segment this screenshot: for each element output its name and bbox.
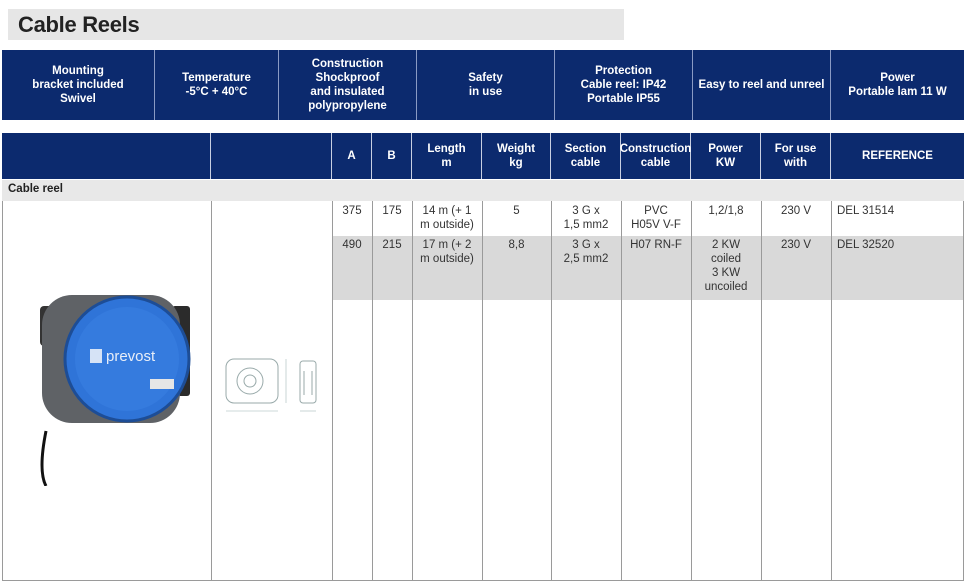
table-body — [2, 201, 964, 581]
text-line: coiled — [710, 253, 742, 265]
table-cell-a: 375 — [342, 205, 362, 217]
column-header — [482, 133, 551, 179]
text-line: Portable lam 11 W — [848, 86, 947, 98]
text-line: uncoiled — [704, 281, 748, 293]
table-cell-reference: DEL 31514 — [837, 205, 895, 217]
column-divider — [332, 201, 333, 581]
cable-reel-photo — [32, 281, 202, 486]
table-cell-section — [552, 238, 620, 266]
text-line: cable — [570, 157, 601, 169]
column-divider — [963, 201, 964, 581]
table-cell-length — [413, 204, 481, 232]
table-cell-a: 490 — [342, 239, 362, 251]
feature-cell — [155, 50, 279, 120]
table-cell-construction — [622, 204, 690, 232]
table-cell-weight: 8,8 — [508, 239, 525, 251]
text-line: kg — [509, 157, 523, 169]
table-cell-construction — [622, 238, 690, 252]
text-line: cable — [640, 157, 671, 169]
feature-cell — [279, 50, 417, 120]
table-cell-section — [552, 204, 620, 232]
column-header — [332, 133, 372, 179]
text-line: -5°C + 40°C — [185, 86, 248, 98]
column-header — [2, 133, 211, 179]
table-cell-use: 230 V — [780, 239, 812, 251]
text-line: with — [783, 157, 807, 169]
table-cell-b: 215 — [382, 239, 402, 251]
text-line: Power — [880, 72, 915, 84]
section-label: Cable reel — [8, 183, 63, 195]
table-cell-b: 175 — [382, 205, 402, 217]
column-divider — [2, 201, 3, 581]
table-cell-reference: DEL 32520 — [837, 239, 895, 251]
text-line: Section — [564, 143, 607, 155]
text-line: 1,2/1,8 — [708, 205, 744, 217]
text-line: A — [347, 150, 356, 162]
text-line: m outside) — [420, 219, 474, 231]
text-line: Swivel — [60, 93, 96, 105]
text-line: 3 KW — [711, 267, 741, 279]
table-bottom-border — [2, 580, 964, 581]
text-line: Weight — [496, 143, 536, 155]
column-divider — [621, 201, 622, 581]
features-band — [2, 50, 964, 120]
table-cell-length — [413, 238, 481, 266]
feature-cell — [693, 50, 831, 120]
text-line: PVC — [644, 205, 668, 217]
technical-drawing — [222, 351, 322, 421]
text-line: H05V V-F — [631, 219, 681, 231]
text-line: 3 G x — [572, 239, 600, 251]
column-header — [412, 133, 482, 179]
table-cell-power — [692, 204, 760, 218]
text-line: 2 KW — [711, 239, 741, 251]
feature-cell — [555, 50, 693, 120]
text-line: Mounting — [52, 65, 104, 77]
text-line: Length — [427, 143, 466, 155]
column-header — [621, 133, 691, 179]
page-title: Cable Reels — [18, 12, 140, 37]
text-line: Construction — [311, 58, 384, 70]
feature-cell — [831, 50, 964, 120]
text-line: Safety — [468, 72, 503, 84]
column-divider — [372, 201, 373, 581]
column-divider — [211, 201, 212, 581]
text-line: 2,5 mm2 — [563, 253, 609, 265]
table-cell-use: 230 V — [780, 205, 812, 217]
text-line: Cable reel: IP42 — [580, 79, 667, 91]
column-header — [831, 133, 964, 179]
column-header — [211, 133, 332, 179]
text-line: Shockproof — [315, 72, 380, 84]
column-divider — [761, 201, 762, 581]
text-line: 3 G x — [572, 205, 600, 217]
column-header — [761, 133, 831, 179]
text-line: Portable IP55 — [587, 93, 660, 105]
table-cell-weight: 5 — [513, 205, 520, 217]
brand-logo-text: prevost — [106, 348, 156, 365]
column-header — [691, 133, 761, 179]
text-line: Temperature — [182, 72, 251, 84]
text-line: For use — [774, 143, 817, 155]
column-divider — [831, 201, 832, 581]
text-line: Protection — [595, 65, 652, 77]
title-bar — [8, 9, 624, 40]
feature-cell — [417, 50, 555, 120]
text-line: B — [387, 150, 396, 162]
text-line: bracket included — [32, 79, 124, 91]
column-header — [551, 133, 621, 179]
text-line: 17 m (+ 2 — [422, 239, 472, 251]
table-cell-power — [692, 238, 760, 294]
text-line: and insulated — [310, 86, 385, 98]
text-line: REFERENCE — [862, 150, 933, 162]
text-line: Construction — [619, 143, 692, 155]
text-line: 1,5 mm2 — [563, 219, 609, 231]
column-divider — [482, 201, 483, 581]
text-line: 14 m (+ 1 — [422, 205, 472, 217]
text-line: m — [441, 157, 452, 169]
column-header — [372, 133, 412, 179]
text-line: in use — [468, 86, 503, 98]
text-line: KW — [715, 157, 736, 169]
text-line: Easy to reel and unreel — [698, 79, 825, 91]
text-line: m outside) — [420, 253, 474, 265]
table-header — [2, 133, 964, 179]
text-line: Power — [708, 143, 743, 155]
text-line: polypropylene — [308, 100, 387, 112]
section-row — [2, 180, 964, 201]
text-line: H07 RN-F — [630, 239, 682, 251]
feature-cell — [2, 50, 155, 120]
